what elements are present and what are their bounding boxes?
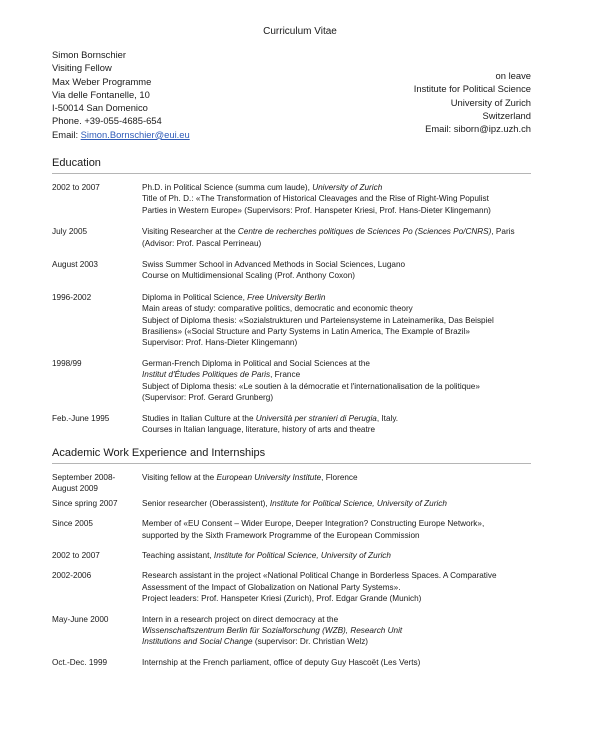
street: Via delle Fontanelle, 10 [52, 88, 150, 100]
email-row [52, 128, 190, 141]
entry-date: 2002-2006 [52, 571, 92, 581]
experience-entry: Since 2005 Member of «EU Consent – Wider Europe, Deeper Integration? Constructing Europe Network», supported by the Sixth Framework Programme of the European Commission [52, 519, 485, 540]
experience-section [52, 447, 531, 668]
entry-date: Since spring 2007 [52, 498, 118, 508]
education-entry: August 2003 Swiss Summer School in Advanced Methods in Social Sciences, Lugano Course on Multidimensional Scaling (Prof. Anthony Coxon) [52, 260, 406, 281]
experience-entry: Since spring 2007 Senior researcher (Oberassistent), Institute for Political Science, University of Zurich [52, 498, 447, 508]
city: I-50014 San Domenico [52, 102, 148, 114]
email-label-right: Email: [425, 123, 452, 135]
education-section [52, 157, 531, 435]
email-right: siborn@ipz.uzh.ch [453, 123, 531, 135]
entry-date: 2002 to 2007 [52, 551, 100, 561]
education-entry: 2002 to 2007 Ph.D. in Political Science (summa cum laude), University of Zurich Title of Ph. D.: «The Transformation of Historical Cleavages and the Rise of Right-Wing Populist Parties in Western Europe» (Supervisors: Prof. Hanspeter Kriesi, Prof. Hans-Dieter Klingemann) [52, 183, 491, 215]
entry-date: September 2008- August 2009 [52, 473, 116, 494]
person-position: Visiting Fellow [52, 62, 112, 74]
university: University of Zurich [450, 96, 531, 108]
email-label: Email: [52, 128, 79, 140]
country: Switzerland [482, 109, 531, 121]
education-heading: Education [52, 157, 531, 174]
experience-entry: 2002-2006 Research assistant in the project «National Political Change in Borderless Spaces. A Comparative Assessment of the Impact of Globalization on National Party Systems». Project leaders: Prof. Hanspeter Kriesi (Zurich), Prof. Edgar Grande (Munich) [52, 571, 497, 604]
experience-entry: 2002 to 2007 Teaching assistant, Institute for Political Science, University of Zurich [52, 551, 391, 561]
experience-entry: Oct.-Dec. 1999 Internship at the French parliament, office of deputy Guy Hascoët (Les Verts) [52, 657, 421, 667]
entry-date: Feb.-June 1995 [52, 413, 110, 423]
entry-date: May-June 2000 [52, 614, 109, 624]
person-name: Simon Bornschier [52, 49, 126, 60]
programme: Max Weber Programme [52, 75, 152, 87]
entry-date: Oct.-Dec. 1999 [52, 657, 108, 667]
email-link[interactable]: Simon.Bornschier@eui.eu [80, 128, 190, 140]
document-title: Curriculum Vitae [263, 26, 337, 37]
education-entry: 1998/99 German-French Diploma in Political and Social Sciences at the Institut d'Études Politiques de Paris, France Subject of Diploma thesis: «Le soutien à la démocratie et l'internationalisation de la politique» (Supervisor: Prof. Gerard Grunberg) [52, 358, 480, 403]
institute: Institute for Political Science [413, 83, 531, 95]
education-entry: Feb.-June 1995 Studies in Italian Culture at the Università per stranieri di Perugia, Italy. Courses in Italian language, literature, history of arts and theatre [52, 413, 399, 434]
entry-date: July 2005 [52, 227, 88, 237]
experience-entry: September 2008- August 2009 Visiting fellow at the European University Institute, Florence [52, 473, 358, 494]
email-row-right [414, 122, 531, 135]
leave-status: on leave [495, 70, 531, 81]
entry-date: 2002 to 2007 [52, 183, 100, 192]
education-entry: 1996-2002 Diploma in Political Science, Free University Berlin Main areas of study: comparative politics, democratic and economic theory Subject of Diploma thesis: «Sozialstrukturen und Parteiensysteme in Lateinamerika, Das Beispiel Brasiliens» («Social Structure and Party Systems in Latin America, The Example of Brazil» Supervisor: Prof. Hans-Dieter Klingemann) [52, 292, 494, 348]
phone: Phone. +39-055-4685-654 [52, 115, 162, 127]
contact-left [52, 48, 190, 141]
education-entry: July 2005 Visiting Researcher at the Centre de recherches politiques de Sciences Po (Sciences Po/CNRS), Paris (Advisor: Prof. Pascal Perrineau) [52, 227, 515, 248]
experience-heading: Academic Work Experience and Internships [52, 447, 531, 464]
experience-entry: May-June 2000 Intern in a research project on direct democracy at the Wissenschaftszentrum Berlin für Sozialforschung (WZB), Research Unit Institutions and Social Change (supervisor: Dr. Christian Welz) [52, 614, 403, 647]
entry-date: Since 2005 [52, 519, 93, 529]
entry-date: August 2003 [52, 260, 98, 270]
entry-date: 1996-2002 [52, 292, 92, 302]
entry-date: 1998/99 [52, 358, 82, 368]
contact-right [414, 69, 531, 135]
